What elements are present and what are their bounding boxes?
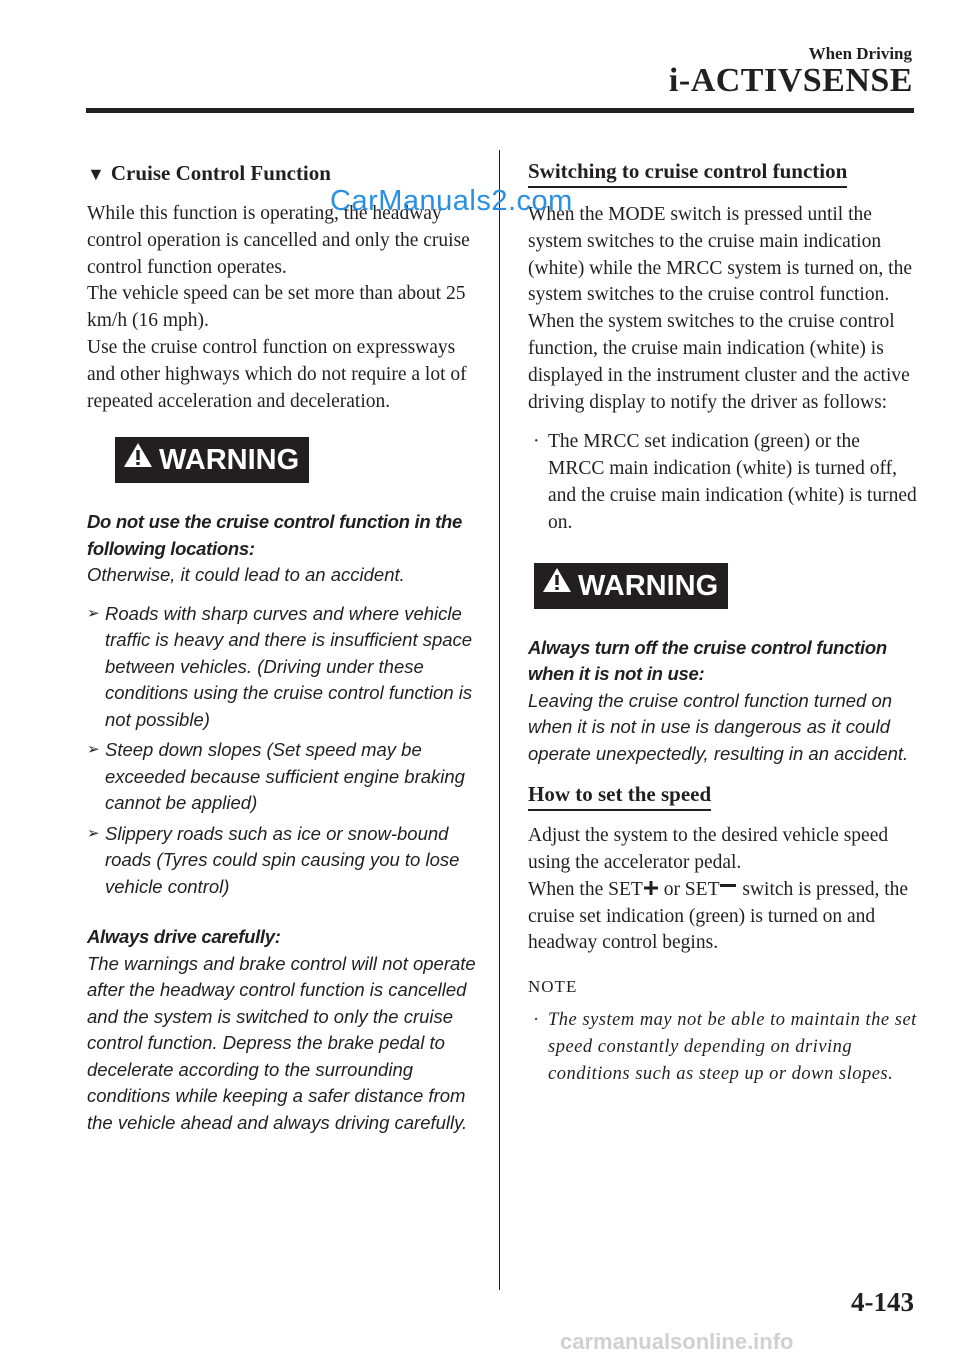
paragraph: When the SET or SET switch is pressed, the cruise set indication (green) is turned on and headway control begins. bbox=[528, 878, 909, 954]
watermark-top: CarManuals2.com bbox=[330, 185, 573, 217]
warning-triangle-icon bbox=[542, 561, 572, 607]
section-heading-text: Cruise Control Function bbox=[110, 161, 331, 185]
paragraph: The vehicle speed can be set more than about 25 km/h (16 mph). bbox=[87, 283, 466, 332]
right-column bbox=[528, 158, 920, 1088]
list-item: ➢ Roads with sharp curves and where vehicle traffic is heavy and there is insufficient space between vehicles. (Driving under these conditions using the cruise control function is not possible) bbox=[87, 602, 473, 730]
bullet-item: · The MRCC set indication (green) or the MRCC main indication (white) is turned off, and the cruise main indication (white) is turned on. bbox=[533, 431, 917, 533]
left-column bbox=[87, 158, 483, 1136]
header-rule bbox=[86, 108, 914, 113]
section-title: When Driving bbox=[808, 44, 912, 63]
warning-text: Leaving the cruise control function turned on when it is not in use is dangerous as it could operate unexpectedly, resulting in an accident. bbox=[528, 689, 909, 764]
warning-text-2: The warnings and brake control will not operate after the headway control function is cancelled and the system is switched to only the cruise control function. Depress the brake pedal to decelerate according to the surrounding conditions while keeping a safer distance from the vehicle ahead and always driving carefully. bbox=[87, 952, 476, 1133]
list-item: ➢ Slippery roads such as ice or snow-bound roads (Tyres could spin causing you to lose vehicle control) bbox=[87, 822, 460, 897]
arrow-bullet-icon: ➢ bbox=[87, 824, 100, 842]
warning-heading: Always turn off the cruise control function when it is not in use: bbox=[528, 636, 887, 685]
paragraph: Adjust the system to the desired vehicle speed using the accelerator pedal. bbox=[528, 825, 889, 873]
paragraph: When the system switches to the cruise control function, the cruise main indication (white) is displayed in the instrument cluster and the active driving display to notify the driver as follows: bbox=[528, 311, 910, 413]
subsection-heading: Switching to cruise control function bbox=[528, 158, 847, 188]
paragraph: Use the cruise control function on expressways and other highways which do not require a lot of repeated acceleration and deceleration. bbox=[87, 336, 467, 412]
page-number: 4-143 bbox=[851, 1287, 914, 1317]
minus-icon bbox=[720, 877, 736, 904]
dot-bullet-icon: · bbox=[533, 431, 540, 453]
warning-triangle-icon bbox=[123, 436, 153, 482]
warning-heading: Do not use the cruise control function in the following locations: bbox=[87, 511, 463, 559]
arrow-bullet-icon: ➢ bbox=[87, 604, 100, 622]
warning-badge bbox=[534, 563, 728, 609]
warning-label: WARNING bbox=[578, 569, 719, 602]
note-label: NOTE bbox=[528, 977, 578, 997]
subsection-heading: How to set the speed bbox=[528, 781, 711, 811]
list-item: ➢ Steep down slopes (Set speed may be exceeded because sufficient engine braking cannot be applied) bbox=[87, 739, 465, 814]
triangle-marker-icon: ▼ bbox=[87, 164, 105, 184]
arrow-bullet-icon: ➢ bbox=[87, 741, 100, 759]
watermark-bottom: carmanualsonline.info bbox=[560, 1329, 794, 1354]
chapter-title: i-ACTIVSENSE bbox=[668, 62, 913, 99]
warning-badge bbox=[115, 437, 309, 483]
warning-intro: Otherwise, it could lead to an accident. bbox=[87, 564, 405, 586]
column-divider bbox=[499, 150, 500, 1290]
warning-heading-2: Always drive carefully: bbox=[87, 926, 281, 948]
dot-bullet-icon: · bbox=[533, 1010, 540, 1031]
warning-label: WARNING bbox=[159, 444, 300, 477]
paragraph: When the MODE switch is pressed until the system switches to the cruise main indication (white) while the MRCC system is turned on, the system switches to the cruise control function. bbox=[528, 204, 913, 306]
warning-list bbox=[87, 601, 483, 901]
plus-icon bbox=[644, 877, 658, 904]
note-item: · The system may not be able to maintain the set speed constantly depending on driving conditions such as steep up or down slopes. bbox=[528, 1007, 920, 1088]
paragraph: While this function is operating, the headway control operation is cancelled and only the cruise control function operates. bbox=[87, 203, 470, 278]
